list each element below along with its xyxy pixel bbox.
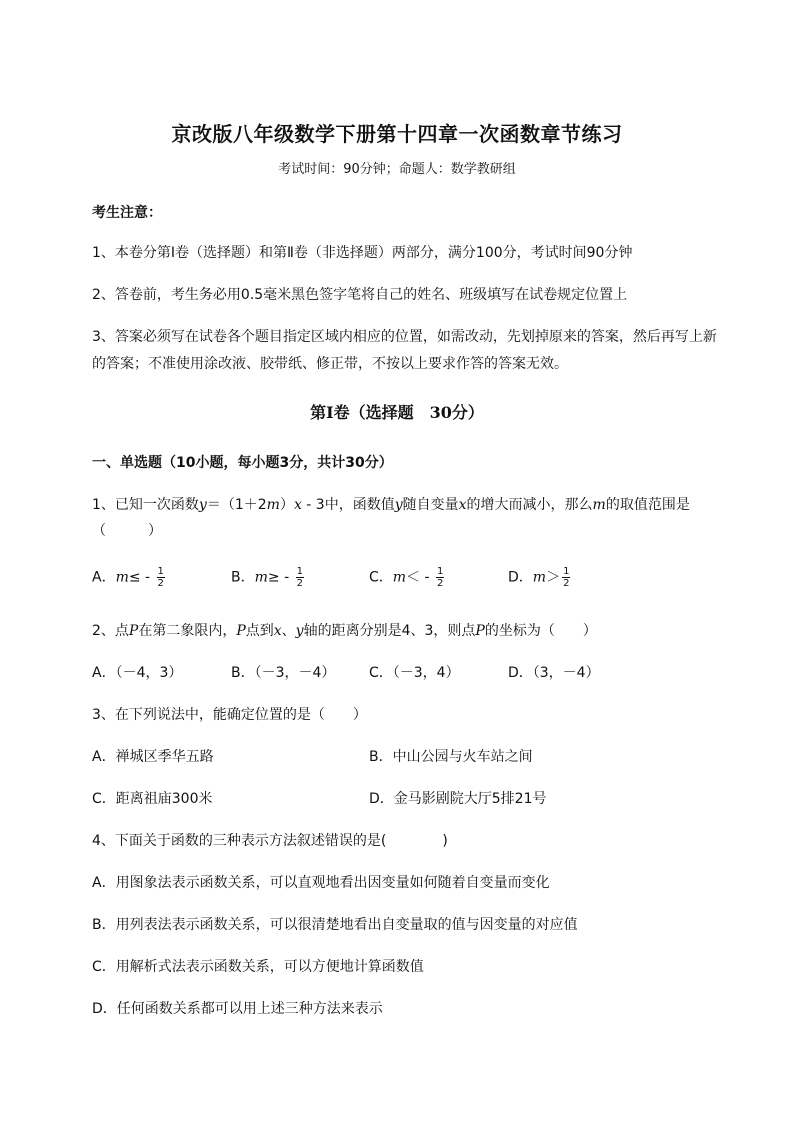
notice-item-3: 3、答案必须写在试卷各个题目指定区域内相应的位置，如需改动，先划掉原来的答案，然后再写上新: [92, 329, 717, 345]
part-heading: 一、单选题（10小题，每小题3分，共计30分）: [92, 455, 393, 471]
notice-item-2: 2、答卷前，考生务必用0.5毫米黑色签字笔将自己的姓名、班级填写在试卷规定位置上: [92, 287, 628, 303]
question-3-stem: 3、在下列说法中，能确定位置的是（ ）: [92, 707, 367, 723]
q2-option-b: B．（－3，－4）: [231, 665, 336, 681]
notice-heading: 考生注意：: [92, 205, 162, 221]
fraction: $\frac{1}{2}$: [563, 566, 570, 589]
q3-option-b: B．中山公园与火车站之间: [369, 749, 533, 765]
page-subtitle: 考试时间：90分钟；命题人：数学教研组: [278, 162, 516, 177]
q1-option-a: A．m≤ - $\frac{1}{2}$: [92, 566, 164, 589]
q1-option-b: B．m≥ - $\frac{1}{2}$: [231, 566, 303, 589]
page-title: 京改版八年级数学下册第十四章一次函数章节练习: [171, 122, 623, 146]
fraction: $\frac{1}{2}$: [157, 566, 164, 589]
q3-option-c: C．距离祖庙300米: [92, 791, 213, 807]
section-title: 第I卷（选择题 30分）: [310, 403, 484, 422]
question-2-stem: 2、点P在第二象限内，P点到x、y轴的距离分别是4、3，则点P的坐标为（ ）: [92, 623, 597, 639]
q4-option-d: D．任何函数关系都可以用上述三种方法来表示: [92, 1001, 383, 1017]
fraction: $\frac{1}{2}$: [296, 566, 303, 589]
q2-option-c: C．（－3，4）: [369, 665, 460, 681]
q4-option-b: B．用列表法表示函数关系，可以很清楚地看出自变量取的值与因变量的对应值: [92, 917, 578, 933]
q3-option-d: D．金马影剧院大厅5排21号: [369, 791, 547, 807]
notice-item-1: 1、本卷分第I卷（选择题）和第Ⅱ卷（非选择题）两部分，满分100分，考试时间90分钟: [92, 245, 633, 261]
q1-option-c: C．m＜ - $\frac{1}{2}$: [369, 566, 444, 589]
q4-option-a: A．用图象法表示函数关系，可以直观地看出因变量如何随着自变量而变化: [92, 875, 550, 891]
q1-option-d: D．m＞ $\frac{1}{2}$: [508, 566, 570, 589]
notice-item-3-cont: 的答案；不准使用涂改液、胶带纸、修正带，不按以上要求作答的答案无效。: [92, 356, 568, 372]
question-1-stem: 1、已知一次函数y＝（1＋2m）x - 3中，函数值y随自变量x的增大而减小，那么m的取值范围是: [92, 497, 690, 513]
q2-option-d: D．（3，－4）: [508, 665, 600, 681]
question-4-stem: 4、下面关于函数的三种表示方法叙述错误的是( ): [92, 833, 448, 849]
fraction: $\frac{1}{2}$: [437, 566, 444, 589]
question-1-paren: （ ）: [92, 523, 162, 539]
q3-option-a: A．禅城区季华五路: [92, 749, 214, 765]
q4-option-c: C．用解析式法表示函数关系，可以方便地计算函数值: [92, 959, 424, 975]
q2-option-a: A．（－4，3）: [92, 665, 183, 681]
